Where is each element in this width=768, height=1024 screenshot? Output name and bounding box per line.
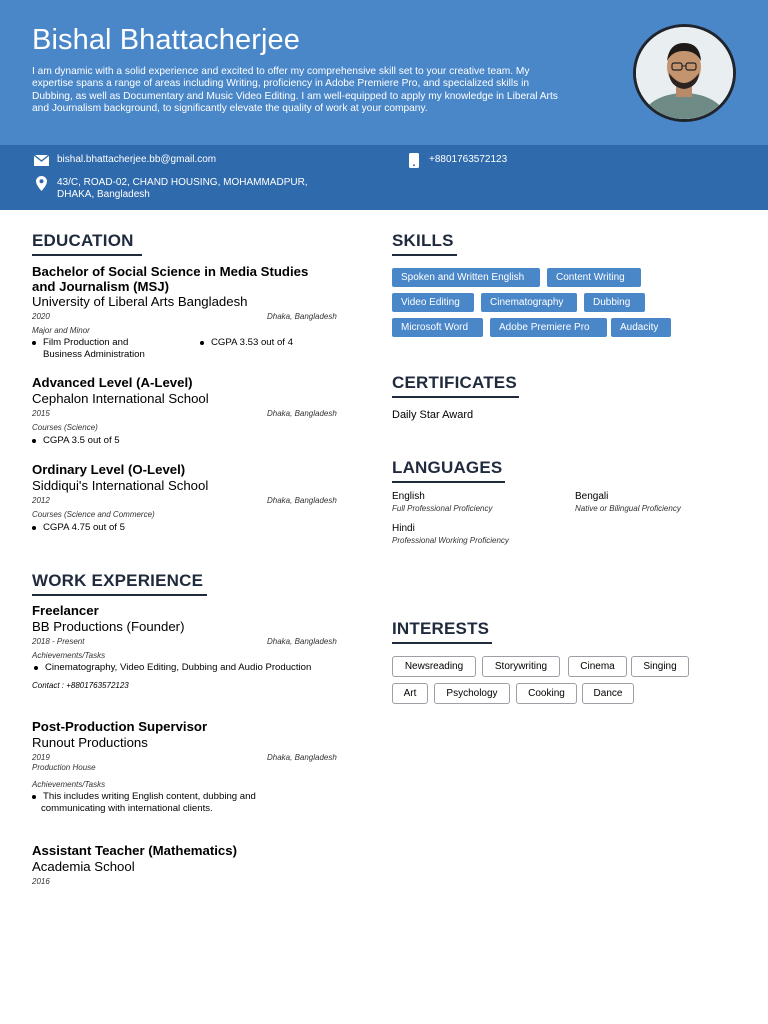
candidate-name: Bishal Bhattacherjee bbox=[32, 24, 300, 56]
language-level: Full Professional Proficiency bbox=[392, 504, 493, 513]
interest-tag: Art bbox=[392, 683, 428, 704]
work-experience-heading: WORK EXPERIENCE bbox=[32, 571, 207, 596]
education-label: Courses (Science and Commerce) bbox=[32, 510, 155, 519]
education-item: CGPA 3.53 out of 4 bbox=[200, 337, 293, 349]
education-item: CGPA 3.5 out of 5 bbox=[32, 435, 120, 447]
education-degree: Advanced Level (A-Level) bbox=[32, 375, 193, 390]
skills-heading: SKILLS bbox=[392, 231, 457, 256]
work-item: This includes writing English content, dubbing and bbox=[32, 791, 256, 803]
education-degree: Bachelor of Social Science in Media Studies bbox=[32, 264, 309, 279]
language-name: English bbox=[392, 491, 425, 502]
skill-tag: Spoken and Written English bbox=[392, 268, 540, 287]
profile-photo bbox=[633, 24, 736, 122]
work-dates: 2018 - Present bbox=[32, 637, 85, 646]
education-year: 2012 bbox=[32, 496, 50, 505]
skill-tag: Video Editing bbox=[392, 293, 474, 312]
interest-tag: Dance bbox=[582, 683, 634, 704]
work-role: Post-Production Supervisor bbox=[32, 719, 208, 734]
language-name: Bengali bbox=[575, 491, 609, 502]
education-school: Siddiqui's International School bbox=[32, 478, 209, 493]
work-item: Cinematography, Video Editing, Dubbing and Audio Production bbox=[34, 662, 311, 674]
work-subtitle: Production House bbox=[32, 763, 96, 772]
interest-tag: Cooking bbox=[516, 683, 577, 704]
address-line-1: 43/C, ROAD-02, CHAND HOUSING, MOHAMMADPUR, bbox=[57, 177, 308, 188]
interest-tag: Newsreading bbox=[392, 656, 476, 677]
skill-tag: Dubbing bbox=[584, 293, 645, 312]
work-dates: 2019 bbox=[32, 753, 50, 762]
email-icon bbox=[34, 155, 49, 166]
work-role: Freelancer bbox=[32, 603, 99, 618]
resume-header bbox=[0, 0, 768, 145]
education-location: Dhaka, Bangladesh bbox=[267, 496, 337, 505]
skill-tag: Adobe Premiere Pro bbox=[490, 318, 607, 337]
interests-heading: INTERESTS bbox=[392, 619, 492, 644]
skill-tag: Content Writing bbox=[547, 268, 641, 287]
education-item-continued: Business Administration bbox=[43, 349, 145, 360]
contact-bar bbox=[0, 145, 768, 210]
certificate-item: Daily Star Award bbox=[392, 409, 474, 421]
education-year: 2015 bbox=[32, 409, 50, 418]
language-level: Native or Bilingual Proficiency bbox=[575, 504, 681, 513]
work-organization: Academia School bbox=[32, 859, 135, 874]
education-degree: and Journalism (MSJ) bbox=[32, 279, 170, 294]
education-degree: Ordinary Level (O-Level) bbox=[32, 462, 186, 477]
work-location: Dhaka, Bangladesh bbox=[267, 637, 337, 646]
interest-tag: Psychology bbox=[434, 683, 510, 704]
skill-tag: Audacity bbox=[611, 318, 671, 337]
education-label: Courses (Science) bbox=[32, 423, 98, 432]
phone-icon bbox=[409, 153, 419, 168]
work-item-continued: communicating with international clients. bbox=[41, 803, 213, 814]
work-organization: Runout Productions bbox=[32, 735, 148, 750]
email-link[interactable]: bishal.bhattacherjee.bb@gmail.com bbox=[57, 154, 217, 165]
professional-summary: I am dynamic with a solid experience and excited to offer my comprehensive skill set to your creative team. My expertise spans a range of areas including Writing, proficiency in Adobe Premiere Pro, and specialized skills in Dubbing, as well as Documentary and Music Video Editing. I am well-equipped to apply my knowledge in Liberal Arts and Journalism background, to significantly elevate the quality of work at your company. bbox=[32, 66, 558, 115]
education-label: Major and Minor bbox=[32, 326, 90, 335]
languages-heading: LANGUAGES bbox=[392, 458, 505, 483]
language-name: Hindi bbox=[392, 523, 415, 534]
work-dates: 2016 bbox=[32, 877, 50, 886]
education-school: University of Liberal Arts Bangladesh bbox=[32, 294, 248, 309]
skill-tag: Microsoft Word bbox=[392, 318, 483, 337]
phone-number[interactable]: +8801763572123 bbox=[429, 154, 508, 165]
work-contact: Contact : +8801763572123 bbox=[32, 681, 129, 690]
interest-tag: Cinema bbox=[568, 656, 627, 677]
education-location: Dhaka, Bangladesh bbox=[267, 312, 337, 321]
language-level: Professional Working Proficiency bbox=[392, 536, 509, 545]
interest-tag: Singing bbox=[631, 656, 689, 677]
work-label: Achievements/Tasks bbox=[32, 651, 106, 660]
education-year: 2020 bbox=[32, 312, 50, 321]
skill-tag: Cinematography bbox=[481, 293, 577, 312]
address-line-2: DHAKA, Bangladesh bbox=[57, 189, 150, 200]
education-item: CGPA 4.75 out of 5 bbox=[32, 522, 125, 534]
certificates-heading: CERTIFICATES bbox=[392, 373, 519, 398]
interest-tag: Storywriting bbox=[482, 656, 560, 677]
education-location: Dhaka, Bangladesh bbox=[267, 409, 337, 418]
work-location: Dhaka, Bangladesh bbox=[267, 753, 337, 762]
education-school: Cephalon International School bbox=[32, 391, 209, 406]
work-role: Assistant Teacher (Mathematics) bbox=[32, 843, 237, 858]
work-organization: BB Productions (Founder) bbox=[32, 619, 185, 634]
work-label: Achievements/Tasks bbox=[32, 780, 106, 789]
location-pin-icon bbox=[36, 176, 47, 191]
education-item: Film Production and bbox=[32, 337, 128, 349]
education-heading: EDUCATION bbox=[32, 231, 142, 256]
